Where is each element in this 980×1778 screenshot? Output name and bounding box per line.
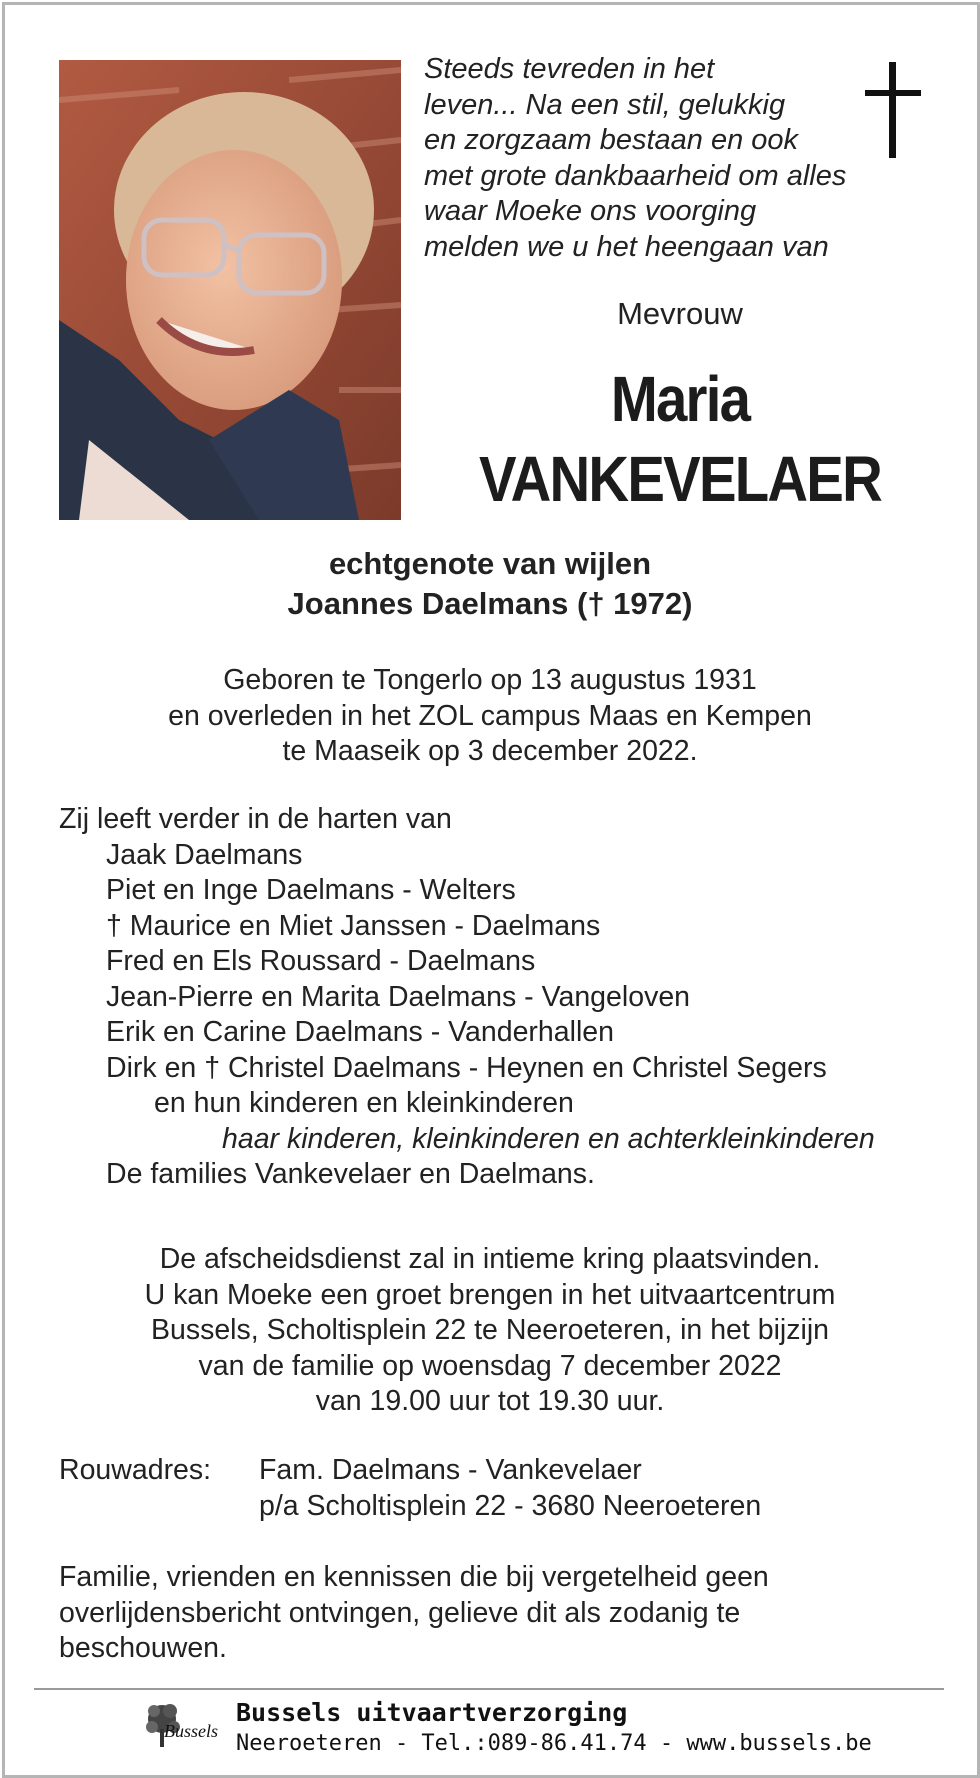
service-line: van 19.00 uur tot 19.30 uur. (315, 1385, 665, 1417)
poem-line: melden we u het heengaan van (424, 230, 829, 263)
family-member: † Maurice en Miet Janssen - Daelmans (106, 909, 601, 942)
footer (236, 1697, 872, 1759)
poem-line: waar Moeke ons voorging (424, 195, 757, 227)
address-label: Rouwadres: (59, 1454, 212, 1486)
deceased-title: Mevrouw (617, 296, 743, 331)
address-line: Fam. Daelmans - Vankevelaer (259, 1454, 642, 1486)
family-list (59, 802, 959, 1193)
service-info (60, 1242, 920, 1420)
birth-death-line: Geboren te Tongerlo op 13 augustus 1931 (223, 664, 757, 696)
notice-line: overlijdensbericht ontvingen, gelieve dit als zodanig te (59, 1596, 741, 1629)
birth-death-line: te Maaseik op 3 december 2022. (282, 735, 698, 767)
spouse-line: Joannes Daelmans († 1972) (287, 586, 693, 621)
family-member: Erik en Carine Daelmans - Vanderhallen (106, 1016, 614, 1048)
family-member: Piet en Inge Daelmans - Welters (106, 874, 516, 906)
footer-divider (34, 1688, 944, 1690)
birth-death-line: en overleden in het ZOL campus Maas en Kempen (168, 699, 812, 732)
poem-line: Steeds tevreden in het (424, 53, 715, 85)
family-member: Jaak Daelmans (106, 838, 303, 871)
family-member: Dirk en † Christel Daelmans - Heynen en Christel Segers (106, 1051, 827, 1084)
portrait-illustration (59, 60, 401, 520)
poem-line: met grote dankbaarheid om alles (424, 159, 847, 192)
logo-text: Bussels (164, 1721, 218, 1741)
spouse-line: echtgenote van wijlen (328, 546, 652, 581)
family-descendants: haar kinderen, kleinkinderen en achterkleinkinderen (222, 1122, 875, 1155)
deceased-first-name: Maria (610, 363, 750, 435)
service-line: U kan Moeke een groet brengen in het uitvaartcentrum (144, 1278, 836, 1311)
family-intro: Zij leeft verder in de harten van (59, 803, 452, 835)
cross-icon (865, 62, 921, 158)
family-member: Fred en Els Roussard - Daelmans (106, 945, 536, 977)
address-lines (259, 1453, 761, 1524)
family-member: Jean-Pierre en Marita Daelmans - Vangeloven (106, 980, 691, 1013)
poem-line: en zorgzaam bestaan en ook (424, 124, 799, 156)
intro-poem (424, 52, 894, 265)
portrait-photo (59, 60, 401, 520)
address-line: p/a Scholtisplein 22 - 3680 Neeroeteren (259, 1489, 762, 1522)
service-line: van de familie op woensdag 7 december 2022 (198, 1349, 782, 1382)
notice-line: Familie, vrienden en kennissen die bij vergetelheid geen (59, 1561, 769, 1593)
poem-line: leven... Na een stil, gelukkig (424, 88, 786, 121)
family-children-line: en hun kinderen en kleinkinderen (154, 1087, 574, 1119)
notice-text (59, 1560, 819, 1667)
deceased-last-name: VANKEVELAER (478, 443, 882, 515)
service-line: De afscheidsdienst zal in intieme kring plaatsvinden. (159, 1243, 821, 1275)
company-contact: Neeroeteren - Tel.:089-86.41.74 - www.bussels.be (236, 1731, 872, 1756)
service-line: Bussels, Scholtisplein 22 te Neeroeteren, in het bijzijn (150, 1314, 830, 1346)
company-name: Bussels uitvaartverzorging (236, 1698, 628, 1727)
birth-death-info (60, 663, 920, 770)
spouse-info (90, 544, 890, 624)
bussels-logo-icon (132, 1697, 222, 1757)
notice-line: beschouwen. (59, 1632, 227, 1664)
family-families: De families Vankevelaer en Daelmans. (106, 1158, 595, 1190)
